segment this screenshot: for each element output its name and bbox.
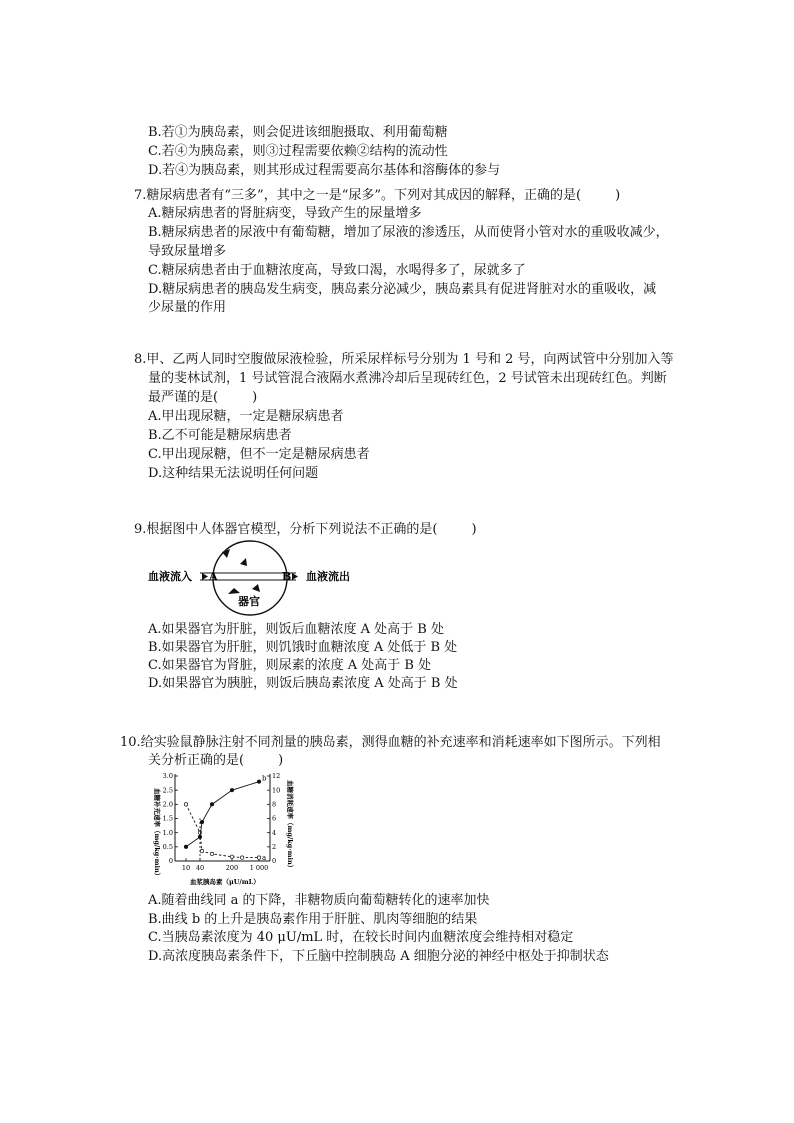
q6-option-c: C.若④为胰岛素，则③过程需要依赖②结构的流动性: [148, 144, 448, 159]
y-right-tick-label: 10: [272, 786, 281, 795]
q9-option-d: D.如果器官为胰脏，则饭后胰岛素浓度 A 处高于 B 处: [148, 676, 458, 691]
q7-option-a: A.糖尿病患者的肾脏病变，导致产生的尿量增多: [148, 206, 422, 221]
q10-option-d: D.高浓度胰岛素条件下，下丘脑中控制胰岛 A 细胞分泌的神经中枢处于抑制状态: [148, 949, 609, 964]
point-b-label: B: [282, 570, 292, 583]
exchange-arrow-icon: [240, 558, 247, 566]
q7-option-c: C.糖尿病患者由于血糖浓度高，导致口渴，水喝得多了，尿就多了: [148, 263, 526, 278]
exchange-arrow-icon: [228, 588, 240, 594]
series-b-label: b: [262, 774, 267, 783]
q9-stem: 9.根据图中人体器官模型，分析下列说法不正确的是( ): [134, 522, 477, 537]
q7-option-d: D.糖尿病患者的胰岛发生病变，胰岛素分泌减少，胰岛素具有促进肾脏对水的重吸收，减: [148, 282, 657, 297]
series-a-point: [230, 855, 233, 858]
outflow-label: 血液流出: [306, 570, 350, 583]
q7-option-b: B.糖尿病患者的尿液中有葡萄糖，增加了尿液的渗透压，从而使肾小管对水的重吸收减少，: [148, 225, 669, 240]
q9-option-b: B.如果器官为肝脏，则饥饿时血糖浓度 A 处低于 B 处: [148, 640, 458, 655]
series-b-point: [257, 780, 260, 783]
q10-option-c: C.当胰岛素浓度为 40 μU/mL 时，在较长时间内血糖浓度会维持相对稳定: [148, 930, 574, 945]
q7-stem: 7.糖尿病患者有“三多”，其中之一是“尿多”。下列对其成因的解释，正确的是( ): [134, 188, 621, 203]
y-left-tick-label: 0: [168, 857, 173, 866]
outflow-arrow-icon: [292, 573, 298, 580]
series-b-point: [230, 788, 233, 791]
y-left-tick-label: 2.0: [162, 800, 173, 809]
y-left-tick-label: 3.0: [162, 772, 173, 781]
y-left-tick-label: 2.5: [162, 786, 173, 795]
y-right-tick-label: 6: [272, 814, 277, 823]
series-a-line: [186, 804, 259, 857]
y-left-tick-label: 1.5: [162, 814, 173, 823]
q10-option-b: B.曲线 b 的上升是胰岛素作用于肝脏、肌肉等细胞的结果: [148, 912, 478, 927]
q10-stem-1: 10.给实验鼠静脉注射不同剂量的胰岛素，测得血糖的补充速率和消耗速率如下图所示。下列相: [120, 735, 661, 750]
y-left-tick-label: 1.0: [162, 828, 173, 837]
organ-diagram: [148, 538, 358, 618]
insulin-glucose-chart: [148, 768, 308, 890]
q8-option-b: B.乙不可能是糖尿病患者: [148, 428, 292, 443]
series-a-label: a: [262, 854, 267, 863]
exchange-arrow-icon: [252, 584, 260, 592]
inflow-label: 血液流入: [148, 570, 192, 583]
series-a-point: [184, 803, 187, 806]
x-tick-label: 1 000: [249, 864, 269, 872]
inflow-arrow-icon: [202, 573, 208, 580]
x-tick-label: 40: [195, 864, 205, 872]
q9-option-c: C.如果器官为肾脏，则尿素的浓度 A 处高于 B 处: [148, 658, 432, 673]
series-b-point: [198, 835, 201, 838]
y-right-axis-label: 血糖消耗速率（mg/kg·min）: [286, 780, 294, 872]
q8-option-c: C.甲出现尿糖，但不一定是糖尿病患者: [148, 447, 370, 462]
series-a-point: [200, 849, 203, 852]
q6-option-d: D.若④为胰岛素，则其形成过程需要高尔基体和溶酶体的参与: [148, 163, 501, 178]
point-a-label: A: [209, 570, 218, 583]
series-a-point: [257, 856, 260, 859]
q10-option-a: A.随着曲线同 a 的下降，非糖物质向葡萄糖转化的速率加快: [148, 893, 490, 908]
q8-stem-3: 最严谨的是( ): [148, 390, 258, 405]
y-left-axis-label: 血糖补充速率（mg/kg·min）: [153, 788, 161, 880]
x-axis-label: 血浆胰岛素（μU/mL）: [190, 878, 260, 886]
q9-option-a: A.如果器官为肝脏，则饭后血糖浓度 A 处高于 B 处: [148, 622, 444, 637]
series-b-point: [184, 845, 187, 848]
series-b-point: [210, 803, 213, 806]
x-tick-label: 10: [181, 864, 191, 872]
q8-option-d: D.这种结果无法说明任何问题: [148, 466, 319, 481]
y-right-tick-label: 4: [272, 828, 277, 837]
series-a-point: [240, 856, 243, 859]
x-tick-label: 200: [225, 864, 239, 872]
y-right-tick-label: 2: [272, 843, 277, 852]
y-right-tick-label: 12: [272, 772, 281, 781]
y-right-tick-label: 8: [272, 800, 277, 809]
q8-stem-1: 8.甲、乙两人同时空腹做尿液检验，所采尿样标号分别为 1 号和 2 号，向两试管中分别加入等: [134, 352, 674, 367]
y-left-tick-label: 0.5: [162, 843, 173, 852]
q8-option-a: A.甲出现尿糖，一定是糖尿病患者: [148, 409, 344, 424]
y-right-tick-label: 0: [272, 857, 277, 866]
q6-option-b: B.若①为胰岛素，则会促进该细胞摄取、利用葡萄糖: [148, 125, 448, 140]
q10-stem-2: 关分析正确的是( ): [148, 753, 284, 768]
q7-option-b-cont: 导致尿量增多: [148, 244, 227, 259]
organ-label: 器官: [238, 595, 260, 608]
series-a-point: [210, 852, 213, 855]
series-b-line: [186, 782, 259, 847]
q7-option-d-cont: 少尿量的作用: [148, 300, 227, 315]
q8-stem-2: 量的斐林试剂，1 号试管混合液隔水煮沸冷却后呈现砖红色，2 号试管未出现砖红色。判断: [148, 371, 667, 386]
series-b-point: [200, 820, 203, 823]
